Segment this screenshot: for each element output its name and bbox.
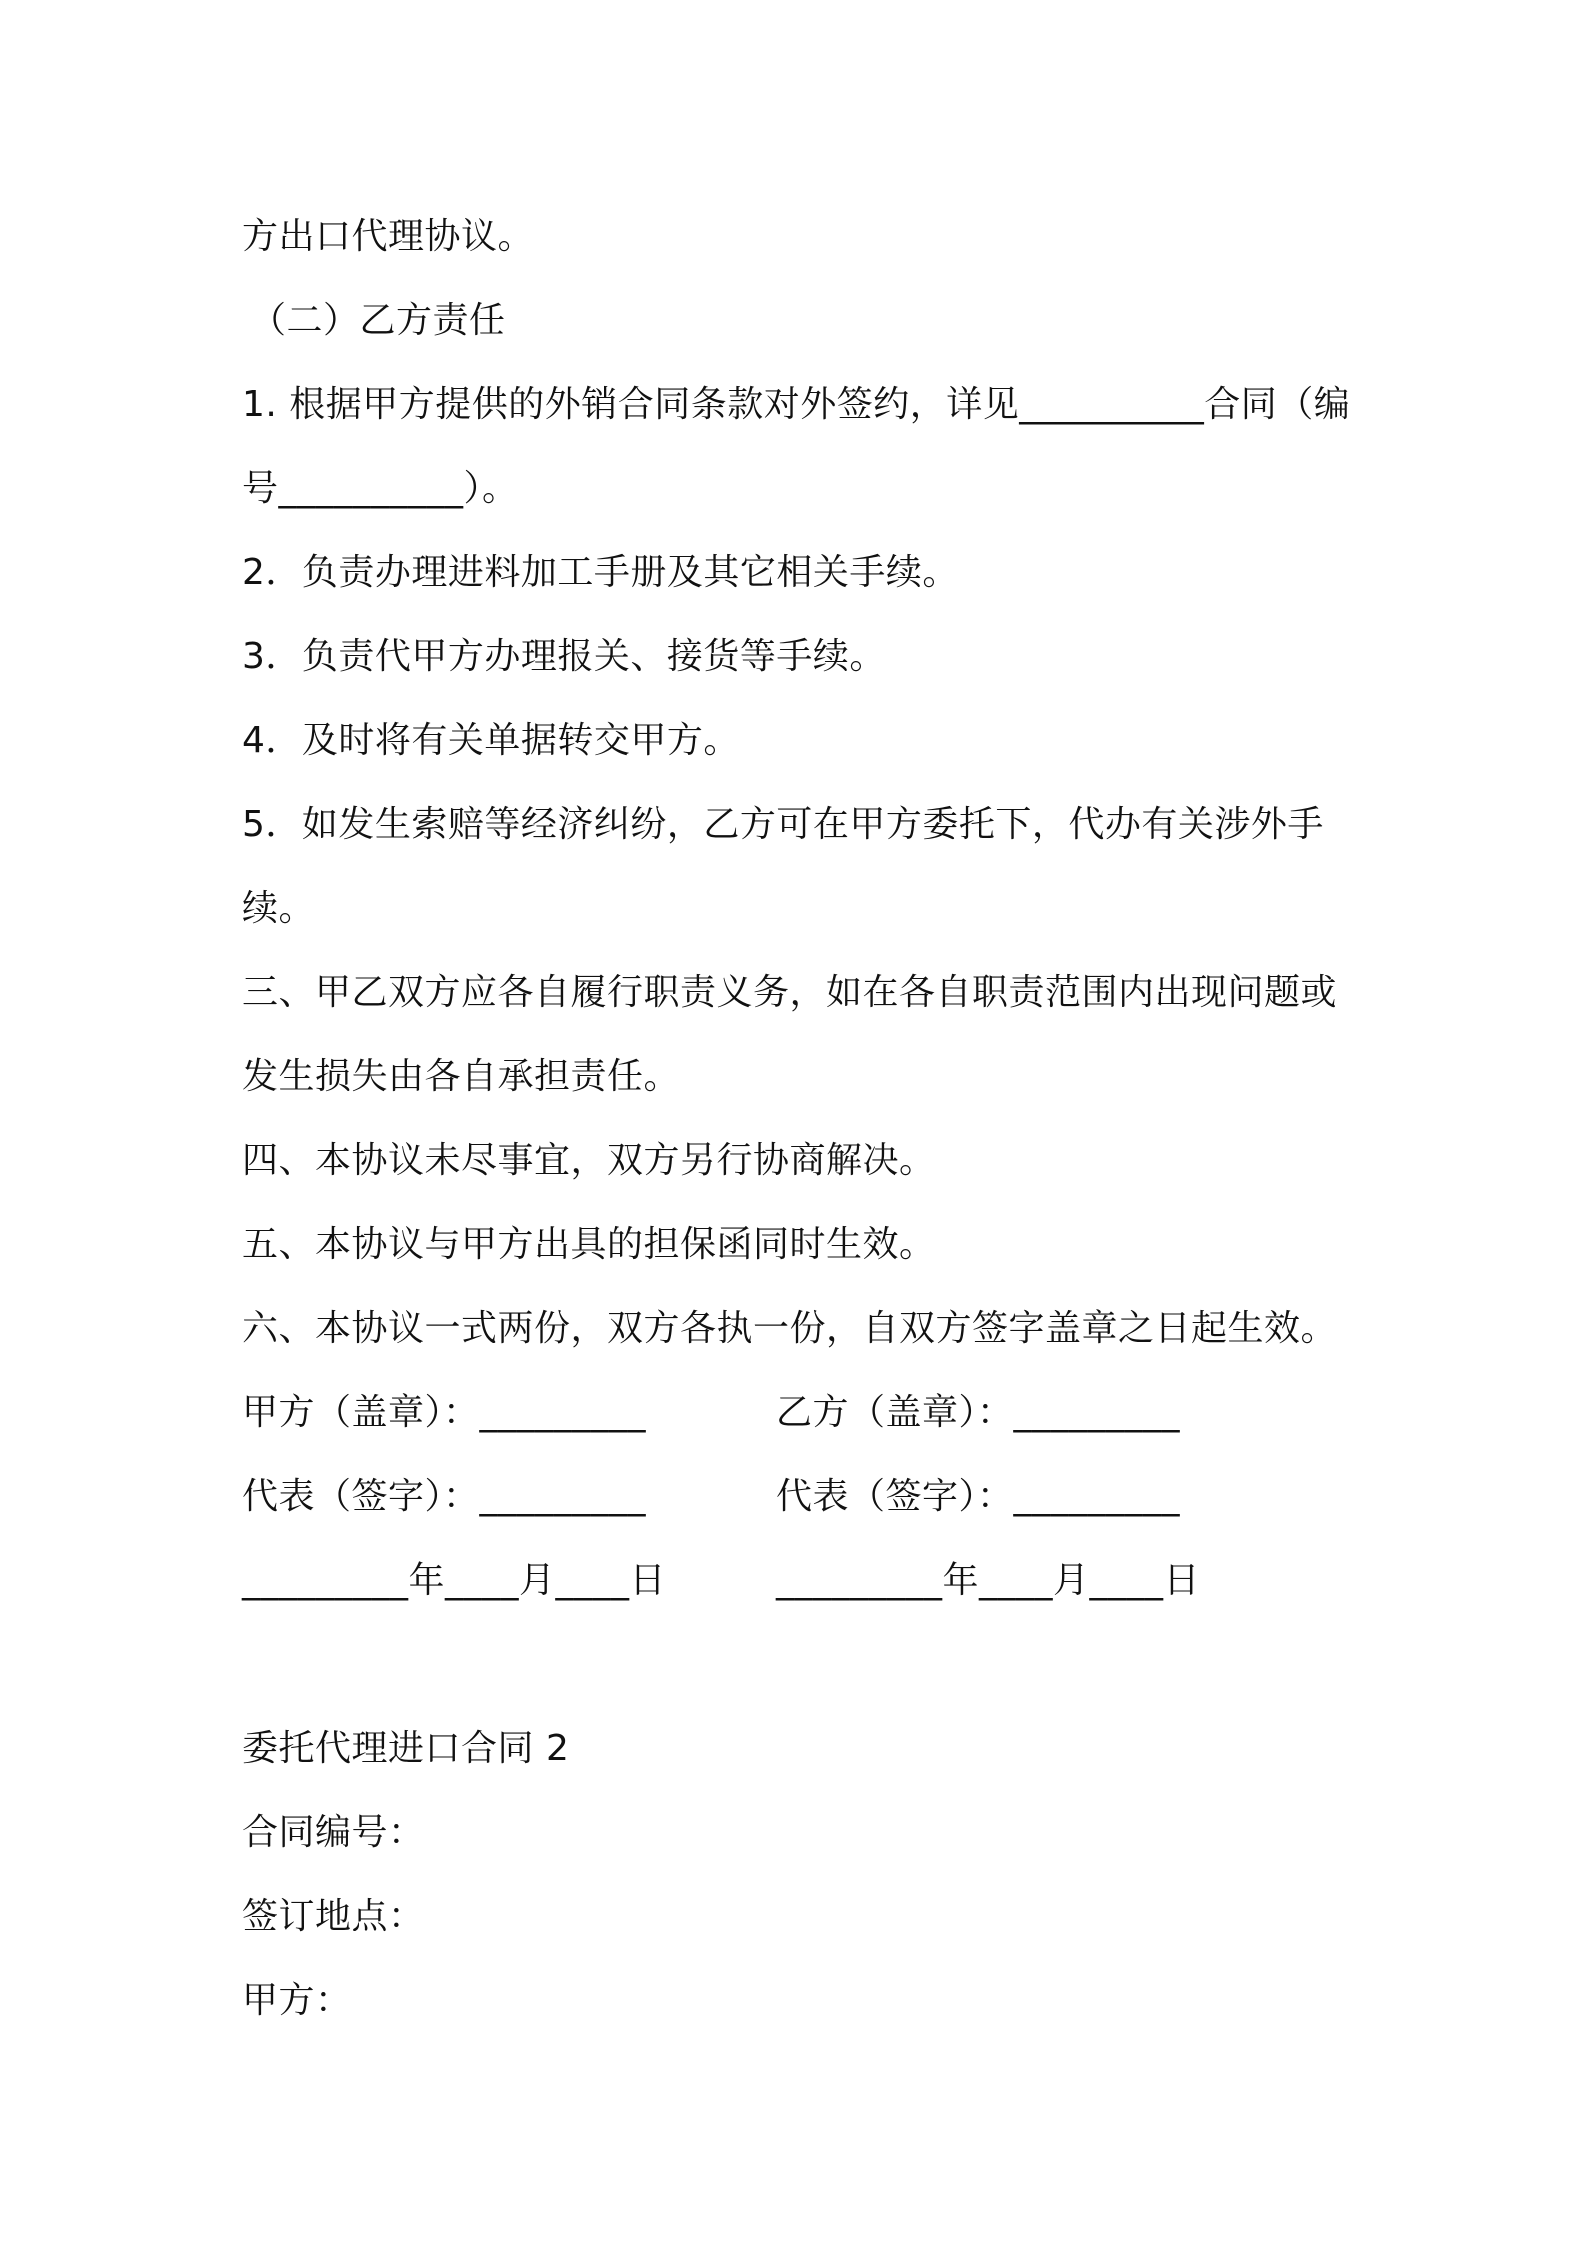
signature-row-seal [242,1371,1362,1455]
paragraph-line: 方出口代理协议。 [242,216,535,257]
paragraph-line: 续。 [242,888,316,929]
section-heading-party-b-duties: （二）乙方责任 [250,300,506,341]
paragraph-line: 六、本协议一式两份，双方各执一份，自双方签字盖章之日起生效。 [242,1308,1338,1349]
paragraph-line: 1. 根据甲方提供的外销合同条款对外签约，详见__________合同（编 [242,384,1351,425]
paragraph-line: 3．负责代甲方办理报关、接货等手续。 [242,636,886,677]
paragraph-line: 4．及时将有关单据转交甲方。 [242,720,740,761]
signature-row-representative [242,1455,1362,1539]
party-a-label: 甲方： [242,1980,352,2021]
paragraph-line: 5．如发生索赔等经济纠纷，乙方可在甲方委托下，代办有关涉外手 [242,804,1324,845]
party-b-representative-field: 代表（签字）：_________ [776,1476,1181,1517]
paragraph-line: 四、本协议未尽事宜，双方另行协商解决。 [242,1140,936,1181]
signature-row-date [242,1539,1362,1623]
paragraph-line: 三、甲乙双方应各自履行职责义务，如在各自职责范围内出现问题或 [242,972,1338,1013]
paragraph-line: 2．负责办理进料加工手册及其它相关手续。 [242,552,959,593]
paragraph-line: 号__________）。 [242,468,519,509]
party-b-date-field: _________年____月____日 [776,1560,1200,1601]
paragraph-line: 发生损失由各自承担责任。 [242,1056,681,1097]
party-a-date-field: _________年____月____日 [242,1560,666,1601]
party-b-seal-field: 乙方（盖章）：_________ [776,1392,1181,1433]
contract-number-label: 合同编号： [242,1812,425,1853]
second-contract-title: 委托代理进口合同 2 [242,1728,570,1769]
signing-place-label: 签订地点： [242,1896,425,1937]
party-a-representative-field: 代表（签字）：_________ [242,1476,647,1517]
party-a-seal-field: 甲方（盖章）：_________ [242,1392,647,1433]
section-spacer [242,1623,1362,1707]
document-body [242,195,1362,2043]
paragraph-line: 五、本协议与甲方出具的担保函同时生效。 [242,1224,936,1265]
